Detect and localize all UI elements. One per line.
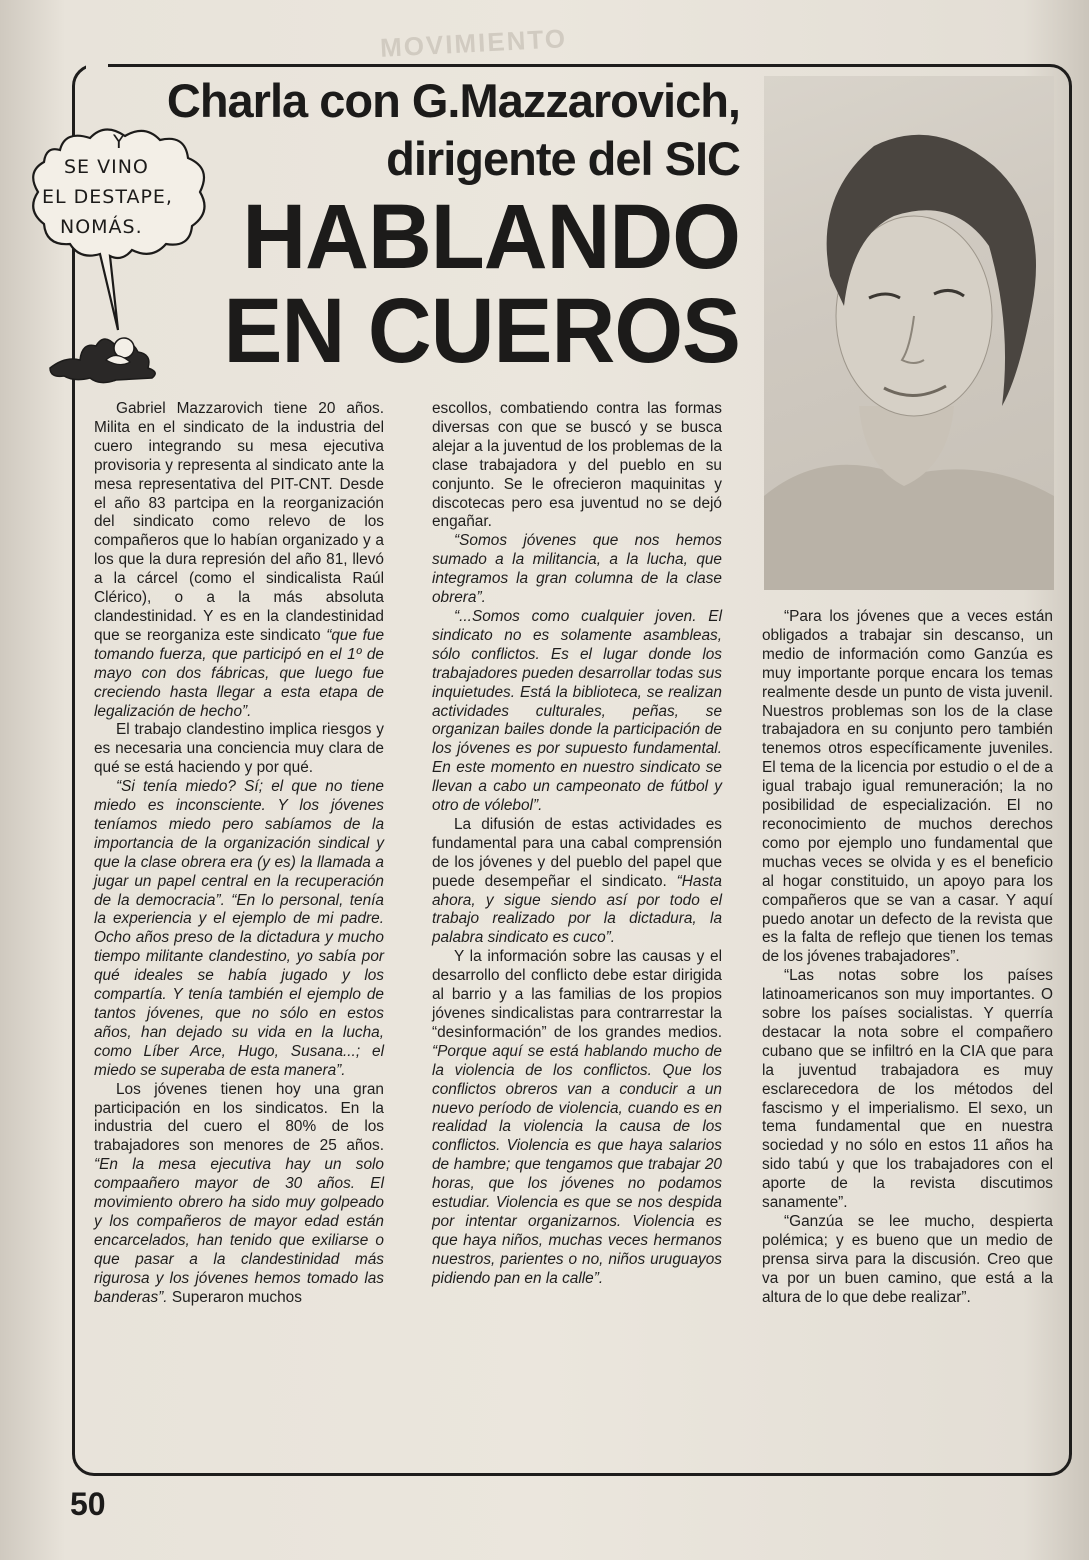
col1-paragraph4 — [94, 1081, 384, 1308]
col2-p2-quote: “Somos jóvenes que nos hemos sumado a la militancia, a la lucha, que integramos la gran columna de la clase obrera”. — [432, 532, 722, 607]
article-column-2 — [432, 400, 722, 1289]
portrait-photo — [764, 76, 1054, 590]
article-title-line2: dirigente del SIC — [386, 132, 740, 185]
col2-paragraph3 — [432, 608, 722, 816]
frame-notch — [86, 60, 108, 72]
col2-p3-quote: “...Somos como cualquier joven. El sindicato no es solamente asambleas, sólo conflictos. Es el lugar donde los trabajadores pueden desarrollar todas sus inquietudes. Está la biblioteca, se realizan actividades culturales, peñas, se organizan bailes donde la participación de los jóvenes es por supuesto fundamental. En este momento en nuestro sindicato se llevan a cabo un campeonato de fútbol y otro de vólebol”. — [432, 607, 722, 815]
col1-p4-tail: Superaron muchos — [171, 1288, 302, 1306]
col2-paragraph5 — [432, 948, 722, 1288]
col2-p4-quote: “Hasta ahora, y sigue siendo así por todo el trabajo realizado por la dictadura, la palabra sindicato es cuco”. — [432, 872, 722, 947]
headline-line1: HABLANDO — [242, 186, 740, 288]
col2-p4-text: La difusión de estas actividades es fundamental para una cabal comprensión de los jóvenes y del pueblo del papel que puede desempeñar el sindicato. — [432, 815, 722, 890]
article-title-line1: Charla con G.Mazzarovich, — [166, 74, 740, 127]
bubble-text-line2: SE VINO — [64, 156, 149, 178]
cartoon-speech-bubble — [20, 110, 220, 400]
headline-line2: EN CUEROS — [223, 280, 741, 382]
col3-paragraph1: “Para los jóvenes que a veces están obligados a trabajar sin descanso, un medio de información como Ganzúa es muy importante porque encara los temas realmente desde un punto de vista juvenil. Nuestros problemas son los de la clase trabajadora en su conjunto pero también tenemos otros específicamente juveniles. El tema de la licencia por estudio o el de a igual trabajo igual remuneración; la no posibilidad de especialización. El no reconocimiento de muchos derechos como por ejemplo uno fundamental que muchas veces se olvida y es el beneficio al hogar constituido, un apoyo para los compañeros que se van a casar. Y aquí puedo anotar un defecto de la revista que es la falta de reflejo que tienen los temas de los jóvenes trabajadores”. — [762, 608, 1053, 966]
col2-p5-quote: “Porque aquí se está hablando mucho de la violencia de los conflictos. Que los conflictos obreros van a conducir a un nuevo período de violencia, cuando es en realidad la violencia la causa de los conflictos. Violencia es que haya salarios de hambre; que tengamos que trabajar 20 horas, que los jóvenes no podamos estudiar. Violencia es que se nos despida por intentar organizarnos. Violencia es que haya niños, muchas veces hermanos nuestros, parientes o no, niños uruguayos pidiendo pan en la calle”. — [432, 1042, 722, 1287]
col1-p4-quote: “En la mesa ejecutiva hay un solo compaañero mayor de 30 años. El movimiento obrero ha sido muy golpeado y los compañeros de mayor edad están encarcelados, han tenido que exiliarse o que pasar a la clandestinidad más rigurosa y los jóvenes hemos tomado las banderas”. — [94, 1156, 384, 1306]
col1-paragraph1 — [94, 400, 384, 721]
col2-paragraph2 — [432, 532, 722, 608]
show-through-text: MOVIMIENTO — [379, 23, 568, 63]
col1-p1-quote: “que fue tomando fuerza, que participó en el 1º de mayo con dos fábricas, que luego fue creciendo hasta llegar a esta etapa de legalización de hecho”. — [94, 626, 384, 720]
col3-paragraph3: “Ganzúa se lee mucho, despierta polémica; y es bueno que un medio de prensa sirva para la discusión. Creo que va por un buen camino, que está a la altura de lo que debe realizar”. — [762, 1213, 1053, 1306]
headline — [212, 186, 741, 382]
col3-paragraph2: “Las notas sobre los países latinoamericanos son muy importantes. O sobre los países socialistas. Y querría destacar la nota sobre el compañero cubano que se infiltró en la CIA que para la juventud trabajadora es muy esclarecedora de los métodos del fascismo y el imperialismo. El sexo, un tema fundamental que en nuestra sociedad y no sólo en estos 11 años ha sido tabú y que los trabajadores con el aporte de la revista discutimos sanamente”. — [762, 967, 1053, 1212]
article-column-3 — [762, 608, 1053, 1308]
col2-paragraph4 — [432, 816, 722, 948]
col1-paragraph2: El trabajo clandestino implica riesgos y es necesaria una conciencia muy clara de qué se está haciendo y por qué. — [94, 721, 384, 777]
bubble-text-line3: EL DESTAPE, — [42, 186, 173, 208]
article-column-1 — [94, 400, 384, 1308]
col2-p5-text: Y la información sobre las causas y el desarrollo del conflicto debe estar dirigida al barrio y a las familias de los propios jóvenes sindicalistas para contrarrestar la “desinformación” de los grandes medios. — [432, 948, 722, 1041]
col1-p4-text: Los jóvenes tienen hoy una gran participación en los sindicatos. En la industria del cuero el 80% de los trabajadores son menores de 25 años. — [94, 1080, 384, 1155]
col2-paragraph1: escollos, combatiendo contra las formas diversas con que se buscó y se busca alejar a la juventud de los problemas de la clase trabajadora y del pueblo en su conjunto. Se le ofrecieron maquinitas y discotecas pero esa juventud no se dejó engañar. — [432, 400, 722, 531]
page-number: 50 — [70, 1486, 106, 1522]
col1-paragraph3 — [94, 778, 384, 1081]
bubble-text-line4: NOMÁS. — [60, 216, 143, 238]
col1-p3-quote: “Si tenía miedo? Sí; el que no tiene miedo es inconsciente. Y los jóvenes teníamos miedo pero sabíamos de la importancia de la organización sindical y que la clase obrera era (y es) la llamada a jugar un papel central en la recuperación de la democracia”. “En lo personal, tenía la experiencia y el ejemplo de mi padre. Ocho años preso de la dictadura y mucho tiempo militante clandestino, yo sabía por qué ideales se había jugado y los compartía. Y tenía también el ejemplo de tantos jóvenes, que no sólo en estos años, han dejado su vida en la lucha, como Líber Arce, Hugo, Susana...; el miedo se superaba de esta manera”. — [94, 778, 384, 1079]
portrait-illustration — [764, 76, 1054, 590]
bubble-text-line1: Y — [113, 131, 126, 153]
col1-p1-text: Gabriel Mazzarovich tiene 20 años. Milita en el sindicato de la industria del cuero integrando su mesa ejecutiva provisoria y representa al sindicato ante la mesa representativa del PIT-CNT. Desde el año 83 partcipa en la reorganización del sindicato como relevo de los compañeros que lo habían organizado y a los que la dura represión del año 81, llevó a la cárcel (como el sindicalista Raúl Clérico), o a la más absoluta clandestinidad. Y es en la clandestinidad que se reorganiza este sindicato — [94, 400, 384, 644]
